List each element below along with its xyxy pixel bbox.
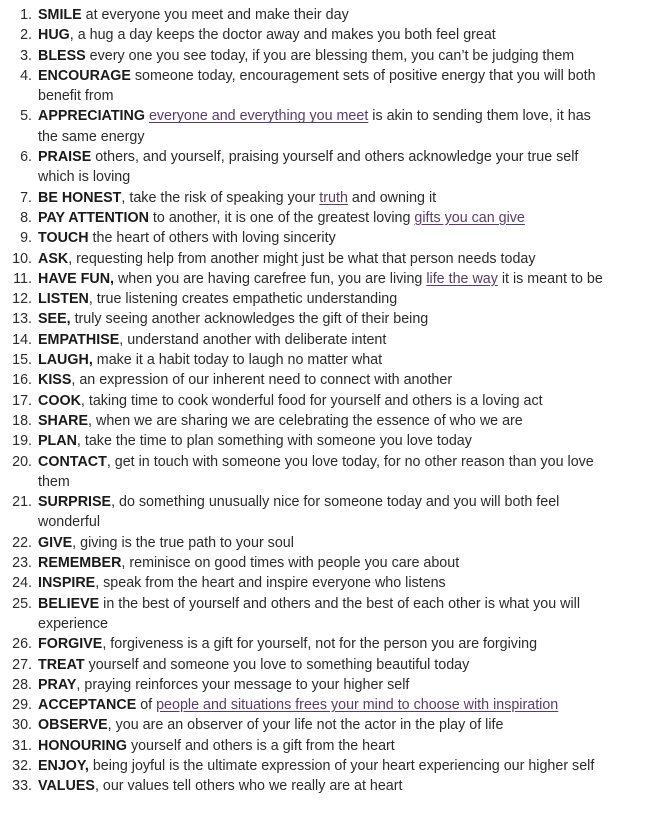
item-text: of bbox=[136, 697, 157, 714]
item-title: SURPRISE bbox=[38, 494, 112, 511]
list-item bbox=[0, 391, 610, 411]
item-title: APPRECIATING bbox=[38, 108, 145, 125]
item-link[interactable]: everyone and everything you meet bbox=[148, 108, 369, 125]
item-number: 25. bbox=[12, 595, 32, 612]
item-number: 26. bbox=[12, 636, 32, 653]
item-text: , our values tell others who we really are at heart bbox=[94, 778, 403, 795]
item-text: , true listening creates empathetic understanding bbox=[88, 291, 398, 308]
item-title: PRAY bbox=[38, 676, 77, 693]
list-item bbox=[0, 776, 610, 796]
item-text: , take the risk of speaking your bbox=[121, 189, 320, 206]
item-title: SHARE bbox=[38, 412, 89, 429]
item-number: 28. bbox=[12, 676, 32, 693]
item-title: SEE, bbox=[38, 311, 71, 328]
list-item bbox=[0, 736, 610, 756]
list-item bbox=[0, 269, 610, 289]
item-number: 4. bbox=[20, 67, 32, 84]
list-item bbox=[0, 553, 610, 573]
item-number: 20. bbox=[12, 453, 32, 470]
list-item bbox=[0, 655, 610, 675]
list-item bbox=[0, 350, 610, 370]
item-title: REMEMBER bbox=[38, 555, 122, 572]
item-title: KISS bbox=[38, 372, 72, 389]
item-title: ASK bbox=[38, 250, 69, 267]
item-title: VALUES bbox=[38, 778, 95, 795]
item-number: 23. bbox=[12, 555, 32, 572]
list-item bbox=[0, 695, 610, 715]
item-title: FORGIVE bbox=[38, 636, 103, 653]
item-text: truly seeing another acknowledges the gift of their being bbox=[70, 311, 429, 328]
item-title: TREAT bbox=[38, 656, 85, 673]
item-title: HUG bbox=[38, 27, 70, 44]
item-title: PRAISE bbox=[38, 149, 92, 166]
item-number: 7. bbox=[20, 189, 32, 206]
item-title: CONTACT bbox=[38, 453, 107, 470]
item-title: SMILE bbox=[38, 7, 82, 23]
item-link[interactable]: life the way bbox=[426, 270, 498, 287]
item-number: 22. bbox=[12, 534, 32, 551]
item-title: ENJOY, bbox=[38, 757, 89, 774]
item-number: 33. bbox=[12, 778, 32, 795]
item-title: LISTEN bbox=[38, 291, 89, 308]
item-number: 3. bbox=[20, 47, 32, 64]
item-number: 24. bbox=[12, 575, 32, 592]
list-item bbox=[0, 452, 610, 493]
list-item bbox=[0, 594, 610, 635]
list-item bbox=[0, 66, 610, 107]
item-text-continued: and owning it bbox=[347, 189, 437, 206]
list-item bbox=[0, 289, 610, 309]
item-text: make it a habit today to laugh no matter what bbox=[92, 352, 383, 369]
item-text: the heart of others with loving sincerity bbox=[88, 230, 336, 247]
item-number: 21. bbox=[12, 494, 32, 511]
item-number: 29. bbox=[12, 697, 32, 714]
item-text-continued: is akin to sending them love, it has the same energy bbox=[38, 108, 591, 145]
item-number: 12. bbox=[12, 291, 32, 308]
item-text: , forgiveness is a gift for yourself, not for the person you are forgiving bbox=[102, 636, 538, 653]
item-text: , take the time to plan something with someone you love today bbox=[76, 433, 472, 450]
item-title: BE HONEST bbox=[38, 189, 122, 206]
item-title: HAVE FUN, bbox=[38, 270, 114, 287]
item-text: , reminisce on good times with people you care about bbox=[121, 555, 460, 572]
item-number: 2. bbox=[20, 27, 32, 44]
list-item bbox=[0, 188, 610, 208]
list-item bbox=[0, 431, 610, 451]
item-number: 16. bbox=[12, 372, 32, 389]
item-title: BLESS bbox=[38, 47, 86, 64]
item-text: to another, it is one of the greatest loving bbox=[148, 209, 415, 226]
list-item bbox=[0, 492, 610, 533]
list-item bbox=[0, 573, 610, 593]
item-link[interactable]: gifts you can give bbox=[414, 209, 525, 226]
item-number: 10. bbox=[12, 250, 32, 267]
list-item bbox=[0, 411, 610, 431]
list-item bbox=[0, 675, 610, 695]
item-text: , praying reinforces your message to your higher self bbox=[76, 676, 410, 693]
item-text: , an expression of our inherent need to connect with another bbox=[71, 372, 453, 389]
item-title: GIVE bbox=[38, 534, 73, 551]
item-text: when you are having carefree fun, you are living bbox=[114, 270, 427, 287]
list-item bbox=[0, 249, 610, 269]
item-number: 19. bbox=[12, 433, 32, 450]
item-text: at everyone you meet and make their day bbox=[81, 7, 349, 23]
list-item bbox=[0, 46, 610, 66]
item-number: 31. bbox=[12, 737, 32, 754]
item-link[interactable]: truth bbox=[319, 189, 348, 206]
item-text: , do something unusually nice for someone today and you will both feel wonderful bbox=[38, 494, 560, 531]
item-number: 13. bbox=[12, 311, 32, 328]
item-title: PLAN bbox=[38, 433, 77, 450]
item-text: others, and yourself, praising yourself and others acknowledge your true self which is loving bbox=[38, 149, 579, 186]
list-item bbox=[0, 533, 610, 553]
item-title: EMPATHISE bbox=[38, 331, 120, 348]
item-number: 27. bbox=[12, 656, 32, 673]
item-text: , you are an observer of your life not the actor in the play of life bbox=[107, 717, 504, 734]
item-title: COOK bbox=[38, 392, 81, 409]
item-number: 8. bbox=[20, 209, 32, 226]
item-title: TOUCH bbox=[38, 230, 89, 247]
item-text: , taking time to cook wonderful food for yourself and others is a loving act bbox=[80, 392, 543, 409]
item-title: ENCOURAGE bbox=[38, 67, 131, 84]
list-item bbox=[0, 147, 610, 188]
item-text: every one you see today, if you are blessing them, you can’t be judging them bbox=[85, 47, 575, 64]
item-text: , requesting help from another might just be what that person needs today bbox=[68, 250, 536, 267]
item-text: , when we are sharing we are celebrating the essence of who we are bbox=[88, 412, 523, 429]
item-number: 6. bbox=[20, 149, 32, 166]
list-item bbox=[0, 309, 610, 329]
list-item bbox=[0, 5, 610, 25]
list-item bbox=[0, 370, 610, 390]
item-title: LAUGH, bbox=[38, 352, 93, 369]
item-number: 14. bbox=[12, 331, 32, 348]
item-number: 18. bbox=[12, 412, 32, 429]
item-text: yourself and others is a gift from the heart bbox=[126, 737, 395, 754]
item-number: 1. bbox=[20, 7, 32, 23]
item-link[interactable]: people and situations frees your mind to choose with inspiration bbox=[156, 697, 559, 714]
list-item bbox=[0, 330, 610, 350]
item-text: yourself and someone you love to something beautiful today bbox=[84, 656, 470, 673]
item-text: , giving is the true path to your soul bbox=[72, 534, 294, 551]
item-title: BELIEVE bbox=[38, 595, 100, 612]
item-title: HONOURING bbox=[38, 737, 127, 754]
list-item bbox=[0, 715, 610, 735]
item-number: 32. bbox=[12, 757, 32, 774]
item-number: 9. bbox=[20, 230, 32, 247]
item-number: 30. bbox=[12, 717, 32, 734]
list-item bbox=[0, 228, 610, 248]
item-title: PAY ATTENTION bbox=[38, 209, 149, 226]
item-number: 15. bbox=[12, 352, 32, 369]
item-number: 5. bbox=[20, 108, 32, 125]
list-item bbox=[0, 634, 610, 654]
item-text: , understand another with deliberate intent bbox=[119, 331, 387, 348]
list-item bbox=[0, 208, 610, 228]
item-text-continued: it is meant to be bbox=[497, 270, 603, 287]
item-text: someone today, encouragement sets of positive energy that you will both benefit from bbox=[38, 67, 596, 105]
list-item bbox=[0, 106, 610, 147]
item-text: , get in touch with someone you love today, for no other reason than you love them bbox=[38, 453, 594, 490]
item-text: , speak from the heart and inspire everyone who listens bbox=[95, 575, 446, 592]
list-item bbox=[0, 25, 610, 45]
item-title: INSPIRE bbox=[38, 575, 96, 592]
item-title: ACCEPTANCE bbox=[38, 697, 137, 714]
item-number: 17. bbox=[12, 392, 32, 409]
item-number: 11. bbox=[13, 270, 32, 287]
item-text: , a hug a day keeps the doctor away and makes you both feel great bbox=[69, 27, 496, 44]
item-title: OBSERVE bbox=[38, 717, 108, 734]
item-text: being joyful is the ultimate expression of your heart experiencing our higher self bbox=[88, 757, 595, 774]
item-text: in the best of yourself and others and the best of each other is what you will experience bbox=[38, 595, 581, 632]
list-item bbox=[0, 756, 610, 776]
